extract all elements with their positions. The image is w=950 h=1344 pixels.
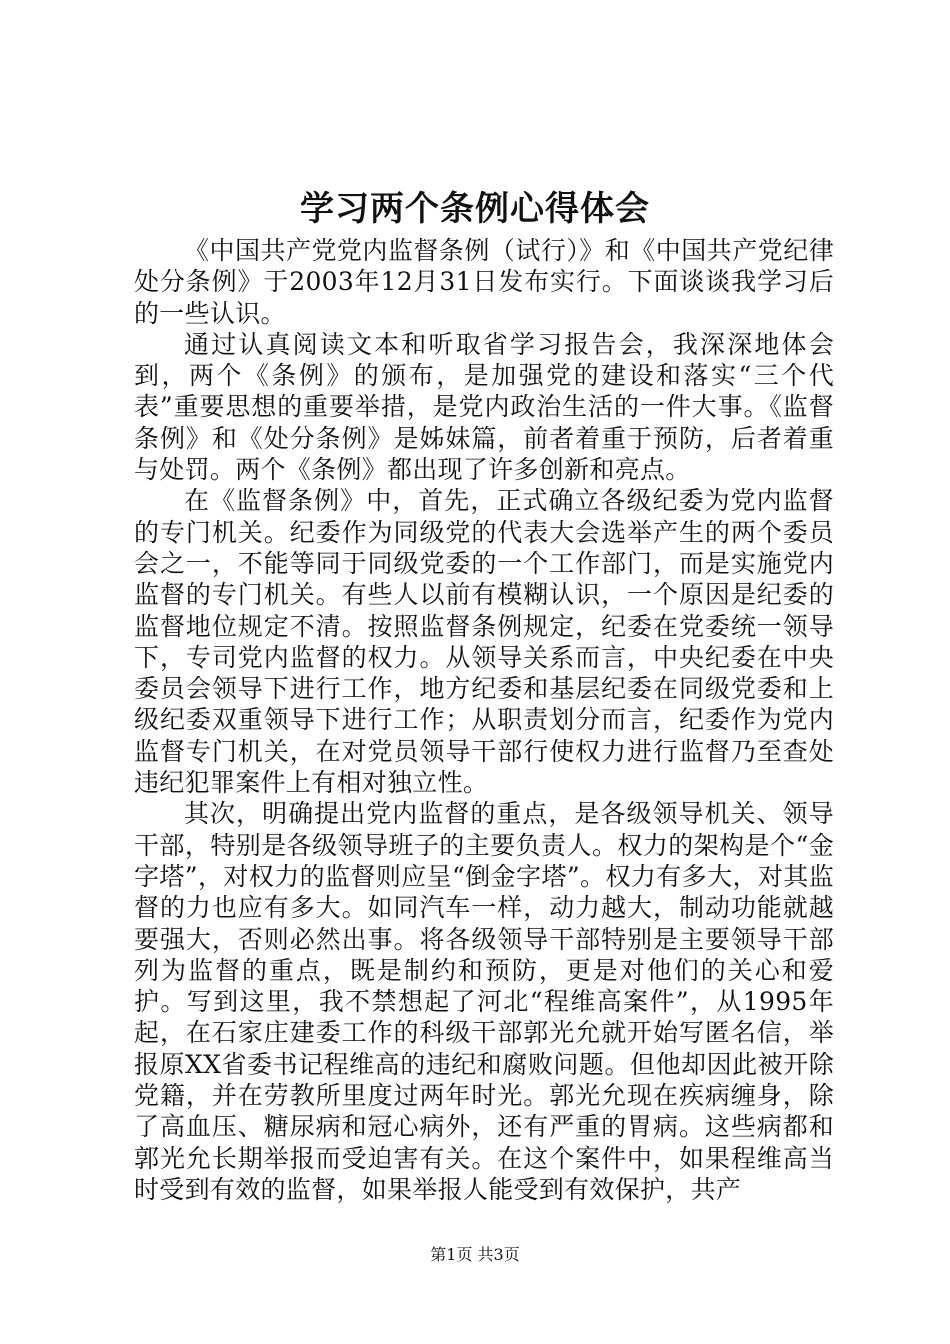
- paragraph-supervision-organ: 在《监督条例》中，首先，正式确立各级纪委为党内监督的专门机关。纪委作为同级党的代表大会选举产生的两个委员会之一，不能等同于同级党委的一个工作部门，而是实施党内监督的专门机关。有些人以前有模糊认识，一个原因是纪委的监督地位规定不清。按照监督条例规定，纪委在党委统一领导下，专司党内监督的权力。从领导关系而言，中央纪委在中央委员会领导下进行工作，地方纪委和基层纪委在同级党委和上级纪委双重领导下进行工作；从职责划分而言，纪委作为党内监督专门机关，在对党员领导干部行使权力进行监督乃至查处违纪犯罪案件上有相对独立性。: [134, 486, 834, 798]
- document-title: 学习两个条例心得体会: [300, 189, 650, 229]
- page-footer: 第1页 共3页: [430, 1245, 520, 1264]
- document-body: [134, 235, 834, 1205]
- paragraph-intro: 《中国共产党党内监督条例（试行）》和《中国共产党纪律处分条例》于2003年12月31日发布实行。下面谈谈我学习后的一些认识。: [134, 236, 834, 328]
- paragraph-supervision-focus: 其次，明确提出党内监督的重点，是各级领导机关、领导干部，特别是各级领导班子的主要负责人。权力的架构是个“金字塔”，对权力的监督则应呈“倒金字塔”。权力有多大，对其监督的力也应有多大。如同汽车一样，动力越大，制动功能就越要强大，否则必然出事。将各级领导干部特别是主要领导干部列为监督的重点，既是制约和预防，更是对他们的关心和爱护。写到这里，我不禁想起了河北“程维高案件”，从1995年起，在石家庄建委工作的科级干部郭光允就开始写匿名信，举报原XX省委书记程维高的违纪和腐败问题。但他却因此被开除党籍，并在劳教所里度过两年时光。郭光允现在疾病缠身，除了高血压、糖尿病和冠心病外，还有严重的胃病。这些病都和郭光允长期举报而受迫害有关。在这个案件中，如果程维高当时受到有效的监督，如果举报人能受到有效保护，共产: [134, 799, 834, 1204]
- paragraph-significance: 通过认真阅读文本和听取省学习报告会，我深深地体会到，两个《条例》的颁布，是加强党的建设和落实“三个代表”重要思想的重要举措，是党内政治生活的一件大事。《监督条例》和《处分条例》是姊妹篇，前者着重于预防，后者着重与处罚。两个《条例》都出现了许多创新和亮点。: [134, 329, 834, 485]
